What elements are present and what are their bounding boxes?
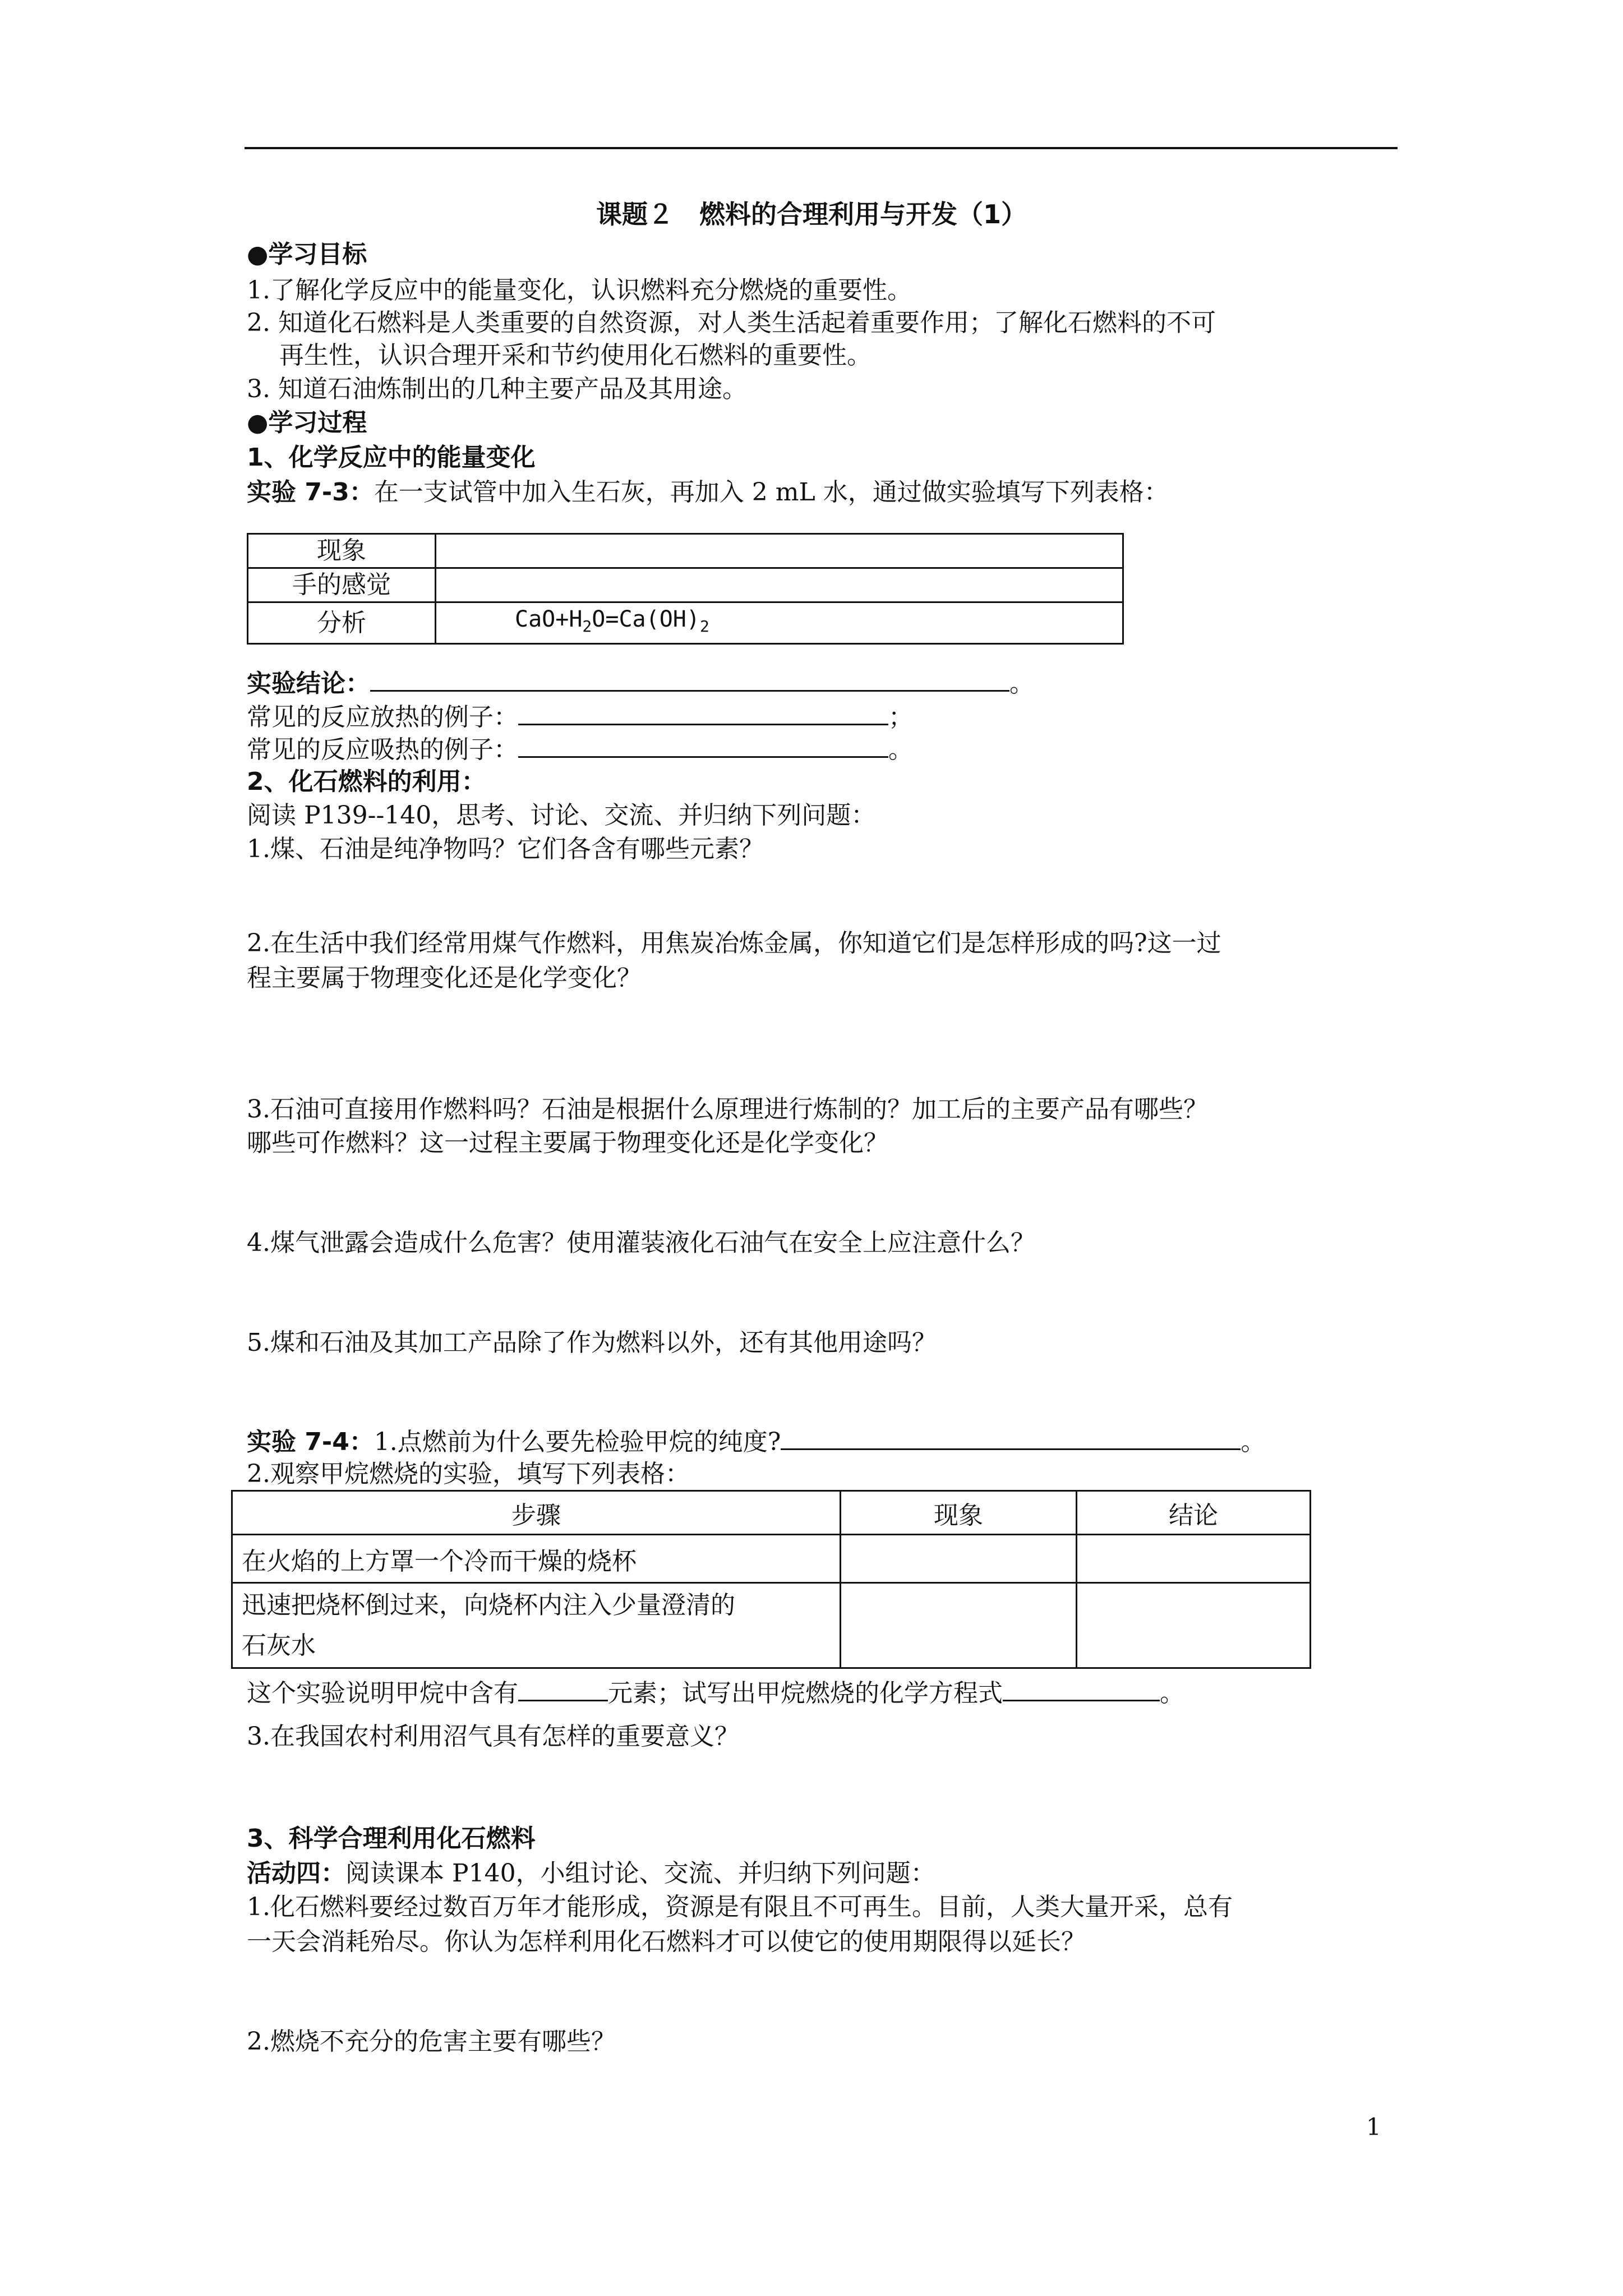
equation-cell: $CaO+H_2O=Ca(OH)_2$	[436, 602, 1123, 644]
section1-heading: 1、化学反应中的能量变化	[247, 443, 536, 472]
table-row	[248, 602, 1123, 644]
question: 2.燃烧不充分的危害主要有哪些？	[247, 2027, 616, 2056]
exp-text: 在一支试管中加入生石灰，再加入 2 mL 水，通过做实验填写下列表格：	[374, 478, 1169, 507]
methane-conclusion: 这个实验说明甲烷中含有 元素；试写出甲烷燃烧的化学方程式 。	[247, 1675, 1184, 1710]
endothermic-label: 常见的反应吸热的例子：	[247, 735, 518, 764]
answer-cell[interactable]	[1077, 1583, 1311, 1668]
section2-intro: 阅读 P139--140，思考、讨论、交流、并归纳下列问题：	[247, 801, 876, 830]
header-rule	[245, 147, 1398, 149]
table-row	[248, 568, 1123, 602]
table-row	[248, 534, 1123, 568]
question: 哪些可作燃料？这一过程主要属于物理变化还是化学变化？	[247, 1129, 888, 1157]
conclusion-line: 实验结论： 。	[247, 665, 1034, 701]
table-row	[232, 1535, 1311, 1583]
exothermic-line: 常见的反应放热的例子： ；	[247, 699, 913, 734]
activity-label: 活动四：	[247, 1859, 345, 1888]
question: 2.观察甲烷燃烧的实验，填写下列表格：	[247, 1460, 690, 1488]
goal-item: 1.了解化学反应中的能量变化，认识燃料充分燃烧的重要性。	[247, 276, 912, 305]
page-number: 1	[1366, 2113, 1381, 2141]
row-label: 现象	[248, 534, 436, 568]
column-header: 结论	[1077, 1491, 1311, 1535]
goal-item: 2. 知道化石燃料是人类重要的自然资源，对人类生活起着重要作用；了解化石燃料的不可	[247, 309, 1216, 337]
activity-4: 活动四：阅读课本 P140，小组讨论、交流、并归纳下列问题：	[247, 1859, 935, 1888]
column-header: 步骤	[232, 1491, 841, 1535]
question: 2.在生活中我们经常用煤气作燃料，用焦炭冶炼金属，你知道它们是怎样形成的吗?这一过	[247, 929, 1221, 958]
table-row	[232, 1583, 1311, 1668]
process-heading: ●学习过程	[247, 408, 367, 437]
question: 一天会消耗殆尽。你认为怎样利用化石燃料才可以使它的使用期限得以延长？	[247, 1927, 1086, 1956]
exp-label: 实验 7-3：	[247, 478, 374, 507]
question: 5.煤和石油及其加工产品除了作为燃料以外，还有其他用途吗？	[247, 1328, 937, 1357]
endothermic-line: 常见的反应吸热的例子： 。	[247, 731, 913, 767]
table-exp-7-3	[247, 533, 1124, 645]
step-cell: 在火焰的上方罩一个冷而干燥的烧杯	[232, 1535, 841, 1583]
equation-blank[interactable]	[1003, 1675, 1160, 1701]
section2-heading: 2、化石燃料的利用：	[247, 767, 486, 796]
exothermic-blank[interactable]	[518, 699, 888, 725]
answer-cell[interactable]	[436, 534, 1123, 568]
element-blank[interactable]	[518, 1675, 608, 1701]
question: 1.化石燃料要经过数百万年才能形成，资源是有限且不可再生。目前，人类大量开采，总有	[247, 1893, 1233, 1921]
conclusion-blank[interactable]	[370, 665, 1009, 692]
step-cell: 迅速把烧杯倒过来，向烧杯内注入少量澄清的 石灰水	[232, 1583, 841, 1668]
answer-cell[interactable]	[1077, 1535, 1311, 1583]
exothermic-label: 常见的反应放热的例子：	[247, 703, 518, 731]
question: 4.煤气泄露会造成什么危害？使用灌装液化石油气在安全上应注意什么？	[247, 1228, 1035, 1257]
question: 程主要属于物理变化还是化学变化？	[247, 964, 642, 992]
endothermic-blank[interactable]	[518, 731, 888, 758]
table-header-row	[232, 1491, 1311, 1535]
section3-heading: 3、科学合理利用化石燃料	[247, 1824, 536, 1853]
table-methane	[231, 1490, 1311, 1669]
answer-cell[interactable]	[436, 568, 1123, 602]
purity-blank[interactable]	[781, 1424, 1241, 1450]
goals-heading: ●学习目标	[247, 240, 367, 269]
goal-item: 3. 知道石油炼制出的几种主要产品及其用途。	[247, 375, 747, 403]
row-label: 分析	[248, 602, 436, 644]
answer-cell[interactable]	[841, 1535, 1077, 1583]
column-header: 现象	[841, 1491, 1077, 1535]
page-title: 课题２ 燃料的合理利用与开发（1）	[596, 199, 1027, 229]
exp-label: 实验 7-4：	[247, 1428, 374, 1456]
experiment-7-4: 实验 7-4：1.点燃前为什么要先检验甲烷的纯度? 。	[247, 1424, 1265, 1459]
question: 3.石油可直接用作燃料吗？石油是根据什么原理进行炼制的？加工后的主要产品有哪些？	[247, 1095, 1208, 1124]
question: 3.在我国农村利用沼气具有怎样的重要意义？	[247, 1722, 739, 1751]
experiment-7-3	[247, 476, 1169, 509]
row-label: 手的感觉	[248, 568, 436, 602]
answer-cell[interactable]	[841, 1583, 1077, 1668]
question: 1.煤、石油是纯净物吗？它们各含有哪些元素？	[247, 835, 764, 863]
goal-item: 再生性，认识合理开采和节约使用化石燃料的重要性。	[279, 341, 872, 370]
conclusion-label: 实验结论：	[247, 669, 370, 698]
